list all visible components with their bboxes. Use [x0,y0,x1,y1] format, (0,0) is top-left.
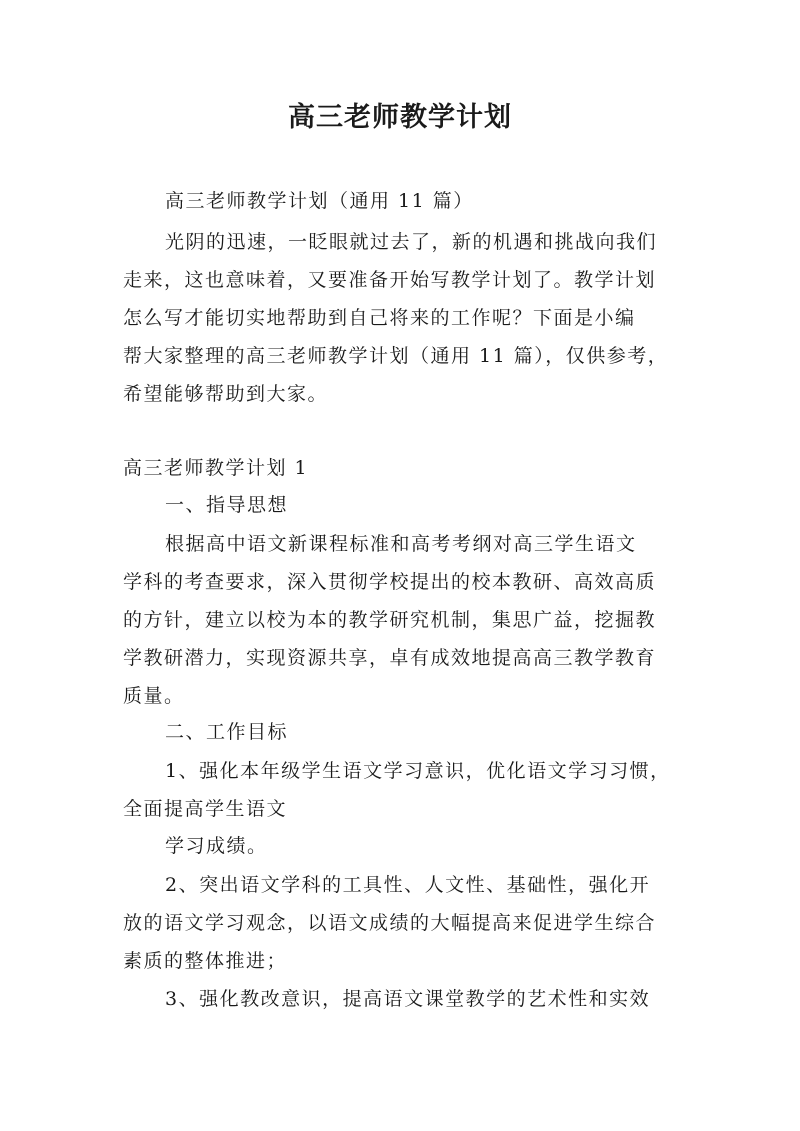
subsection-heading: 一、指导思想 [165,494,289,516]
intro-paragraph-line: 光阴的迅速，一眨眼就过去了，新的机遇和挑战向我们 [165,231,658,253]
body-paragraph-line: 根据高中语文新课程标准和高考考纲对高三学生语文 [165,533,637,555]
intro-paragraph-line: 希望能够帮助到大家。 [123,383,329,405]
body-paragraph-line: 学教研潜力，实现资源共享，卓有成效地提高高三教学教育 [123,647,657,669]
list-item-line: 全面提高学生语文 [123,798,288,820]
subsection-heading: 二、工作目标 [165,721,289,743]
list-item-line: 1、强化本年级学生语文学习意识，优化语文学习习惯， [165,760,671,782]
subtitle-line: 高三老师教学计划（通用 11 篇） [165,190,474,212]
body-paragraph-line: 质量。 [123,685,185,707]
list-item-line: 学习成绩。 [165,835,268,857]
section-heading: 高三老师教学计划 1 [123,457,309,479]
intro-paragraph-line: 帮大家整理的高三老师教学计划（通用 11 篇），仅供参考， [123,345,669,367]
body-paragraph-line: 的方针，建立以校为本的教学研究机制，集思广益，挖掘教 [123,609,657,631]
list-item-line: 放的语文学习观念，以语文成绩的大幅提高来促进学生综合 [123,912,657,934]
list-item-line: 2、突出语文学科的工具性、人文性、基础性，强化开 [165,874,651,896]
intro-paragraph-line: 怎么写才能切实地帮助到自己将来的工作呢？下面是小编 [123,307,636,329]
body-paragraph-line: 学科的考查要求，深入贯彻学校提出的校本教研、高效高质 [123,571,657,593]
list-item-line: 3、强化教改意识，提高语文课堂教学的艺术性和实效 [165,988,651,1010]
document-title: 高三老师教学计划 [288,102,512,133]
list-item-line: 素质的整体推进； [123,950,288,972]
intro-paragraph-line: 走来，这也意味着，又要准备开始写教学计划了。教学计划 [123,269,657,291]
